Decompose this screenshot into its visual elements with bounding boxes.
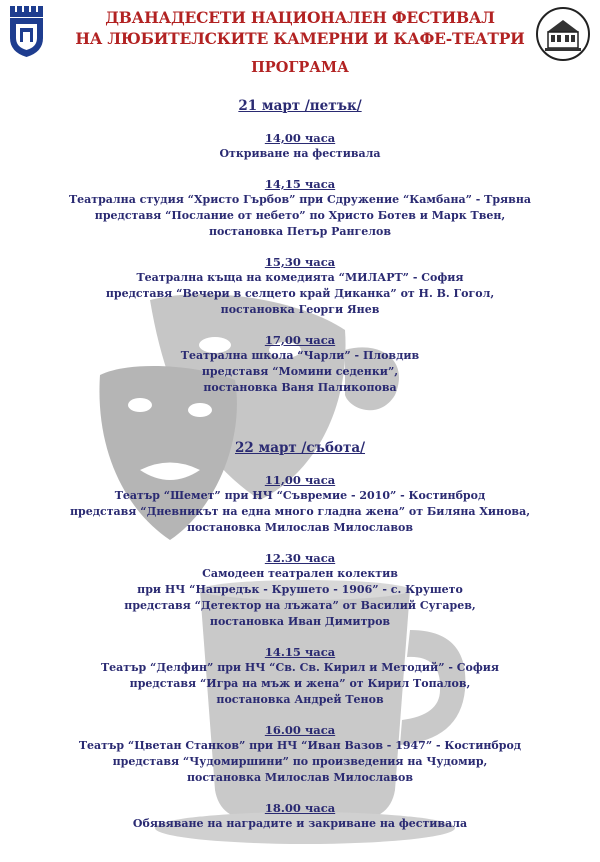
event-line: представя “Вечери в селцето край Диканка” от Н. В. Гогол, (105, 287, 495, 300)
event-line: постановка Милослав Милославов (186, 521, 414, 534)
event-time: 14.15 часа (264, 645, 336, 659)
event-time: 14,00 часа (264, 131, 336, 145)
event-line: постановка Ваня Паликопова (203, 381, 397, 394)
event-line: представя “Детектор на лъжата” от Василий Сугарев, (124, 599, 476, 612)
event-line: представя “Момини седенки”, (201, 365, 399, 378)
programme-heading: ПРОГРАМА (251, 59, 349, 76)
event-line: Обявяване на наградите и закриване на фестивала (132, 817, 468, 830)
event-time: 16.00 часа (264, 723, 336, 737)
event-time: 17,00 часа (264, 333, 336, 347)
festival-title-line1: ДВАНАДЕСЕТИ НАЦИОНАЛЕН ФЕСТИВАЛ (105, 8, 495, 27)
event-line: постановка Георги Янев (220, 303, 380, 316)
event-line: Театрална къща на комедията “МИЛАРТ” - София (136, 271, 464, 284)
event-line: постановка Милослав Милославов (186, 771, 414, 784)
event-line: Самодеен театрален колектив (202, 567, 398, 580)
event-time: 18.00 часа (264, 801, 336, 815)
coat-of-arms-logo (6, 4, 46, 58)
event-line: постановка Андрей Тенов (216, 693, 384, 706)
day-heading: 22 март /събота/ (234, 440, 366, 456)
event-line: Театър “Делфин” при НЧ “Св. Св. Кирил и Методий” - София (100, 661, 500, 674)
event-time: 14,15 часа (264, 177, 336, 191)
event-time: 12.30 часа (264, 551, 336, 565)
event-line: представя “Игра на мъж и жена” от Кирил Топалов, (129, 677, 471, 690)
theatre-building-logo (535, 6, 591, 62)
event-line: представя “Чудомиршини” по произведения на Чудомир, (112, 755, 488, 768)
event-line: Откриване на фестивала (219, 147, 381, 160)
event-line: Театър “Шемет” при НЧ “Съвремие - 2010” - Костинброд (114, 489, 486, 502)
event-line: Театрална школа “Чарли” - Пловдив (180, 349, 420, 362)
event-line: постановка Петър Рангелов (208, 225, 392, 238)
festival-title-line2: НА ЛЮБИТЕЛСКИТЕ КАМЕРНИ И КАФЕ-ТЕАТРИ (75, 29, 525, 48)
event-line: Театрална студия “Христо Гърбов” при Сдружение “Камбана” - Трявна (68, 193, 532, 206)
day-heading: 21 март /петък/ (238, 98, 362, 114)
event-line: представя “Дневникът на една много гладна жена” от Биляна Хинова, (69, 505, 531, 518)
event-line: Театър “Цветан Станков” при НЧ “Иван Вазов - 1947” - Костинброд (78, 739, 522, 752)
event-line: представя “Послание от небето” по Христо Ботев и Марк Твен, (94, 209, 506, 222)
event-line: при НЧ “Напредък - Крушето - 1906” - с. Крушето (137, 583, 463, 596)
event-time: 11,00 часа (264, 473, 336, 487)
event-time: 15,30 часа (264, 255, 336, 269)
theatre-masks-watermark (99, 294, 399, 540)
event-line: постановка Иван Димитров (209, 615, 391, 628)
